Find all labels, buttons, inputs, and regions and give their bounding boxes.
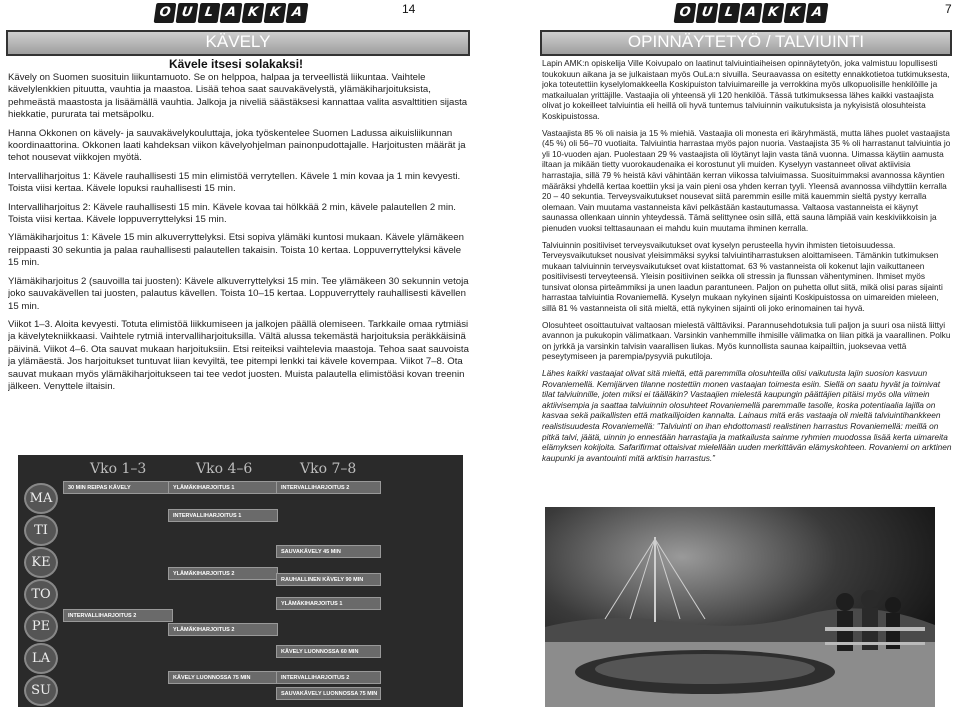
schedule-entry: YLÄMÄKIHARJOITUS 2 [168,623,278,636]
day-label: PE [24,611,58,642]
logo-letter: U [696,3,719,23]
day-label: MA [24,483,58,514]
schedule-entry: 30 MIN REIPAS KÄVELY [63,481,173,494]
logo-letter: A [806,3,829,23]
schedule-entry: RAUHALLINEN KÄVELY 90 MIN [276,573,381,586]
logo-letter: K [242,3,265,23]
schedule-entry: SAUVAKÄVELY LUONNOSSA 75 MIN [276,687,381,700]
night-pool-illustration [545,507,935,707]
schedule-entry: YLÄMÄKIHARJOITUS 1 [276,597,381,610]
oulakka-logo [675,3,827,23]
week-header: Vko 1–3 [90,461,147,477]
paragraph: Vastaajista 85 % oli naisia ja 15 % miehiä. Vastaajia oli monesta eri ikäryhmästä, mutta lähes puolet vastaajista (45 %) oli 56–70 vuotiaita. Talviuintia harrastaa myös pajon nuoria. Vastaajista 35 % oli harrastanut talviuintia jo yli 10-vuoden ajan. Puolestaan 29 % vastaajista oli löytänyt lajin vasta tänä vuonna. Uimassa käytiin aamusta iltaan ja mikään tietty vuorokaudenaika ei korostunut yli muiden. Kyselyyn vastanneet olivat aktiivisia harrastajia, sillä 79 % heistä kävi vähintään kerran viikossa talviuimassa. Suosituimmaksi avannossa käyntien määräksi yhdellä kertaa koettiin yksi ja vain pieni osa yhden kerran tyyli. Yleensä avannossa viihdyttiin kerralla 20 – 40 sekuntia. Terveysvaikutukset nousevat siitä paremmin esille mitä kauemmin sieltä pystyy kerralla olemaan. Vain muutama vastanneista kävi pelkästään kastautumassa. Valtaosa vastanneista ei käynyt saunassa ollenkaan uinnin yhteydessä. Tämä selittynee osin sillä, että sauna lämpiää vain keskiviikkoisin ja pienuden vuoksi telttasaunaan ei mahdu kuin muutama ihminen kerralla. [542,127,951,233]
logo-letter: K [784,3,807,23]
paragraph: Lähes kaikki vastaajat olivat sitä mieltä, että paremmilla olosuhteilla olisi vaikutusta lajin suosion kasvuun Rovaniemellä. Kemijärven tilanne nostettiin monen vastaajan toimesta esiin. Siellä on saatu hyvät ja toimivat tilat talviuinnille, joten miksi ei täälläkin? Vastaajien mielestä kaupungin päättäjien pitäisi myös olla viimein aktiivisempia ja saattaa talviuinnin olosuhteet Rovaniemellä paremmalle tasolle, koska potentiaalia lajilla on kasvaa sekä paikallisten että matkailijoiden kannalta. Lainaus mitä eräs vastaaja oli mieltä talviuintihankkeen realistisuudesta Rovaniemellä: ”Talviuinti on ihan ehdottomasti realistinen harrastus Rovaniemellä: meillä on pitkä talvi, jäätä, uinnin jo ennestään harrastajia ja matkailusta sainme ryhmien muodossa lisää kerta uimareita elämyksen kokijoita. Safarifirmat ottaisivat mielellään uuden merkittävän elämyskohteen. Rovaniemi on arktinen kaupunki ja avantouinti mitä arktisin harrastus.” [542,368,952,463]
logo-letter: A [286,3,309,23]
paragraph: Ylämäkiharjoitus 2 (sauvoilla tai juosten): Kävele alkuverryttelyksi 15 min. Tee ylämäkeen 30 sekunnin vetoja joko sauvakävellen tai juosten, palautus kävellen. Toista 10–15 kertaa. Loppuverryttely rauhallisesti kävellen 15 min. [8,275,469,312]
schedule-entry: KÄVELY LUONNOSSA 75 MIN [168,671,278,684]
paragraph: Intervalliharjoitus 2: Kävele rauhallisesti 15 min. Kävele kovaa tai hölkkää 2 min, kävele palautellen 2 min. Toista viisi kertaa. Kävele loppuverryttelyksi 15 min. [8,201,456,226]
logo-letter: L [718,3,741,23]
logo-letter: O [674,3,697,23]
schedule-entry: YLÄMÄKIHARJOITUS 2 [168,567,278,580]
paragraph: Viikot 1–3. Aloita kevyesti. Totuta elimistöä liikkumiseen ja jalkojen päällä olemiseen. Tarkkaile omaa rytmiäsi ja kävelytekniikkaasi. Vaihtele rytmiä intervalliharjoituksilla. Vältä alussa tekemästä harjoituksia peräkkäisinä päivinä. Viikot 4–6. Ota sauvat mukaan harjoituksiin. Etsi reiteiksi vaihtelevia maastoja. Tehoa saat sauvoista ja ylämäestä. Jos harjoitukset tuntuvat liian kevyiltä, tee pitempi lenkki tai kävele kovempaa. Viikot 7–8. Ota sauvat mukaan myös ylämäkiharjoitukseen tai tee vedot juosten. Muista palautella elimistöäsi kovan treenin jälkeen. Venyttele iltaisin. [8,318,469,392]
logo-letter: L [198,3,221,23]
paragraph: Olosuhteet osoittautuivat valtaosan mielestä välttäviksi. Parannusehdotuksia tuli paljon ja suuri osa niistä liittyi avannon ja pukukopin välimatkaan. Varsinkin vanhemmille ihmisille välimatka on liian pitkä ja vaarallinen. Polku on jyrkkä ja varsinkin talvisin vaarallisen liukas. Myös kunnollista saunaa kaipailtiin, juoksevaa vettä peseytymiseen ja parempia/pysyviä pukutiloja. [542,319,951,362]
schedule-entry: INTERVALLIHARJOITUS 2 [276,481,381,494]
walking-schedule [18,455,463,707]
logo-letter: K [264,3,287,23]
article-body [8,72,470,452]
day-label: SU [24,675,58,706]
paragraph: Intervalliharjoitus 1: Kävele rauhallisesti 15 min elimistöä verrytellen. Kävele 1 min kovaa ja 1 min kevyesti. Toista viisi kertaa. Kävele lopuksi rauhallisesti 15 min. [8,170,461,195]
paragraph: Ylämäkiharjoitus 1: Kävele 15 min alkuverryttelyksi. Etsi sopiva ylämäki kuntosi mukaan. Kävele ylämäkeen reippaasti 30 sekuntia ja palaa rauhallisesti palautellen takaisin. Toista 10 kertaa. Loppuverryttelyksi kävele 15 min. [8,232,464,269]
section-title: OPINNÄYTETYÖ / TALVIUINTI [540,30,952,56]
schedule-entry: SAUVAKÄVELY 45 MIN [276,545,381,558]
section-title: KÄVELY [6,30,470,56]
logo-letter: A [220,3,243,23]
oulakka-logo [155,3,307,23]
day-label: TI [24,515,58,546]
page-number: 7 [945,2,952,16]
winter-swimming-photo [545,507,935,707]
week-header: Vko 7–8 [300,461,357,477]
subtitle: Kävele itsesi solakaksi! [168,57,304,71]
schedule-entry: INTERVALLIHARJOITUS 1 [168,509,278,522]
article-body [542,58,952,503]
paragraph: Hanna Okkonen on kävely- ja sauvakävelykouluttaja, joka työskentelee Suomen Ladussa aikuisliikunnan koordinaattorina. Okkonen laati kahdeksan viikon kävelyohjelman painonpudottajalle. Harjoitusten määrät ja tehot nousevat viikkojen myötä. [8,127,466,164]
paragraph: Talviuinnin positiiviset terveysvaikutukset ovat kyselyn perusteella hyvin ihmisten tietoisuudessa. Terveysvaikutukset nousivat yleisimmäksi syyksi talviuintiharrastuksen aloittamiseen. Tämänkin tutkimuksen mukaan talviuinnin terveysvaikutukset ovat kiistattomat. 63 % vastanneista oli kokenut lajin vaikuttaneen positiivisesti terveyteensä. Yleisin positiivinen seikka oli stressin ja flunssan vähentyminen. Ihmiset myös tunsivat olonsa pirteämmiksi ja unen laadun parantuneen. Paljon on puhetta ollut siitä, mikä olisi paras sijainti harrastaa talviuintia Rovaniemellä. Kyselyn mukaan nykyinen sijainti Koskipuistossa on uimareiden mieleen, sillä 81 % vastanneista oli sitä mieltä, että nykyinen sijainti oli joko erinomainen tai hyvä. [542,239,943,314]
logo-letter: K [762,3,785,23]
schedule-entry: INTERVALLIHARJOITUS 2 [63,609,173,622]
week-header: Vko 4–6 [196,461,253,477]
paragraph: Lapin AMK:n opiskelija Ville Koivupalo on laatinut talviuintiaiheisen opinnäytetyön, joka valmistuu lopullisesti toukokuun aikana ja se julkaistaan myös OuLa:n sivuilla. Seuraavassa on esitetty ennakkotietoa tutkimuksesta, joka toteutettiin kyselylomakkeella Koskipuiston talviuimareille ja verrokkina myös ulkopuolisille henkilöille ja matkailualan yrittäjille. Vastaajia oli yhteensä yli 120 henkilöä. Tässä tutkimuksessa lähes kaikki vastaajista olivat jo kokeilleet talviuintia eli heillä oli hyvä tuntemus talviuinnin vaikutuksista ja nykyisistä olosuhteista Koskipuistossa. [542,58,950,121]
paragraph: Kävely on Suomen suosituin liikuntamuoto. Se on helppoa, halpaa ja terveellistä liikuntaa. Vaihtele kävelylenkkien pituutta, vauhtia ja maastoa. Lisää tehoa saat sauvakävelystä, ylämäkiharjoituksista, pehmeästä maastosta ja lisäämällä vauhtia. Jalkoja ja niveliä säästäksesi kannattaa valita asvalttitien sijasta hiekkatie, pururata tai metsäpolku. [8,72,468,121]
logo-letter: A [740,3,763,23]
day-label: KE [24,547,58,578]
day-label: TO [24,579,58,610]
logo-letter: O [154,3,177,23]
logo-letter: U [176,3,199,23]
schedule-entry: YLÄMÄKIHARJOITUS 1 [168,481,278,494]
schedule-entry: INTERVALLIHARJOITUS 2 [276,671,381,684]
page-number: 14 [402,2,416,16]
schedule-entry: KÄVELY LUONNOSSA 60 MIN [276,645,381,658]
day-label: LA [24,643,58,674]
